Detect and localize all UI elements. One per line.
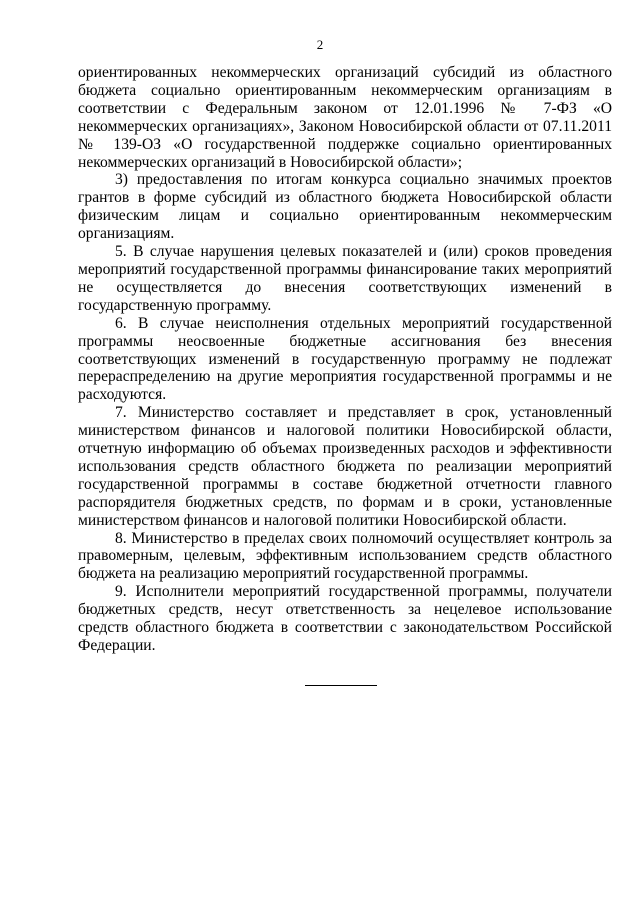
paragraph-text: Министерство составляет и представляет в срок, установленный министерством финансов и налоговой политики Новосибирской области, отчетную информацию об объемах произведенных расходов и эффективности использования средств областного бюджета по реализации мероприятий государственной программы в составе бюджетной отчетности главного распорядителя бюджетных средств, по формам и в сроки, установленные министерством финансов и налоговой политики Новосибирской области. <box>78 404 612 529</box>
paragraph-continuation <box>78 64 612 171</box>
document-end-divider <box>305 685 377 686</box>
paragraph-text: В случае нарушения целевых показателей и (или) сроков проведения мероприятий государственной программы финансирование таких мероприятий не осуществляется до внесения соответствующих изменений в государственную программу. <box>78 243 612 314</box>
paragraph-item-7 <box>78 404 612 529</box>
paragraph-number: 5. <box>115 243 127 261</box>
page-number: 2 <box>316 37 324 52</box>
paragraph-item-8 <box>78 530 612 584</box>
paragraph-item-3 <box>78 171 612 243</box>
paragraph-text: В случае неисполнения отдельных мероприятий государственной программы неосвоенные бюджетные ассигнования без внесения соответствующих изменений в государственную программу не подлежат перераспределению на другие мероприятия государственной программы и не расходуются. <box>78 314 612 404</box>
document-body <box>78 64 612 655</box>
paragraph-number: 6. <box>115 314 127 332</box>
paragraph-item-9 <box>78 583 612 655</box>
paragraph-item-5 <box>78 243 612 315</box>
paragraph-number: 3) <box>115 171 128 189</box>
paragraph-text: ориентированных некоммерческих организаций субсидий из областного бюджета социально ориентированным некоммерческим организациям в соответствии с Федеральным законом от 12.01.1996 № 7-ФЗ «О некоммерческих организациях», Законом Новосибирской области от 07.11.2011 № 139-ОЗ «О государственной поддержке социально ориентированных некоммерческих организаций в Новосибирской области»; <box>78 64 612 171</box>
paragraph-number: 7. <box>115 404 127 422</box>
paragraph-text: предоставления по итогам конкурса социально значимых проектов грантов в форме субсидий из областного бюджета Новосибирской области физическим лицам и социально ориентированным некоммерческим организациям. <box>78 171 612 243</box>
paragraph-text: Министерство в пределах своих полномочий осуществляет контроль за правомерным, целевым, эффективным использованием средств областного бюджета на реализацию мероприятий государственной программы. <box>78 529 612 583</box>
paragraph-number: 8. <box>115 529 127 547</box>
paragraph-number: 9. <box>115 583 127 601</box>
paragraph-item-6 <box>78 315 612 405</box>
paragraph-text: Исполнители мероприятий государственной программы, получатели бюджетных средств, несут ответственность за нецелевое использование средств областного бюджета в соответствии с законодательством Российской Федерации. <box>78 583 612 654</box>
